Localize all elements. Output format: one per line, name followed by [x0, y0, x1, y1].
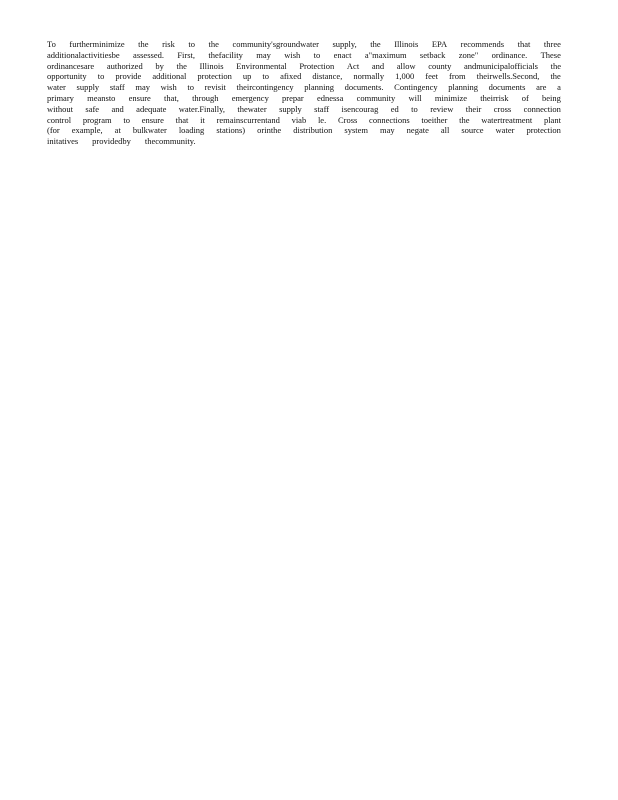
text-line: [47, 93, 561, 104]
text-line: [47, 136, 561, 147]
word: the: [550, 71, 561, 82]
word: Illinois: [394, 39, 419, 49]
word: water: [47, 82, 66, 93]
word: bulkwater: [132, 125, 167, 136]
word: These: [540, 49, 561, 60]
word: connections: [369, 114, 410, 125]
word: the: [370, 39, 381, 49]
word: emergency: [231, 92, 269, 103]
word: thefacility: [208, 49, 243, 60]
word: Illinois: [199, 60, 224, 71]
word: the: [138, 39, 149, 49]
word: source: [461, 125, 484, 136]
word: documents.: [344, 82, 384, 93]
word: staff: [314, 103, 330, 114]
word: through: [192, 92, 219, 103]
word: are: [536, 82, 547, 93]
word: county: [428, 60, 452, 71]
word: initatives: [47, 136, 79, 147]
word: supply: [76, 82, 100, 93]
word: andmunicipalofficials: [464, 60, 538, 71]
word: thecommunity.: [144, 136, 196, 147]
word: distance,: [312, 71, 343, 82]
word: by: [155, 60, 164, 71]
word: setback: [419, 49, 446, 60]
word: at: [114, 125, 121, 136]
word: negate: [406, 125, 429, 136]
word: furtherminimize: [69, 39, 125, 49]
text-line: [47, 71, 561, 82]
word: additionalactivitiesbe: [47, 49, 120, 60]
word: wish: [284, 49, 301, 60]
word: water: [495, 125, 515, 136]
word: the: [550, 60, 561, 71]
word: enact: [333, 49, 352, 60]
word: Protection: [299, 60, 335, 71]
word: risk: [162, 39, 175, 49]
word: planning: [304, 82, 334, 93]
word: ordinance.: [491, 49, 528, 60]
word: le.: [317, 114, 327, 125]
word: (for: [47, 125, 60, 136]
word: may: [380, 125, 395, 136]
word: to: [411, 103, 418, 114]
word: Contingency: [394, 82, 438, 93]
word: To: [47, 39, 56, 49]
word: cross: [493, 103, 512, 114]
word: Cross: [337, 114, 358, 125]
text-line: [47, 82, 561, 93]
word: ed: [390, 103, 399, 114]
word: providedby: [92, 136, 131, 147]
word: may: [256, 49, 271, 60]
word: meansto: [87, 92, 116, 103]
word: orinthe: [257, 125, 282, 136]
word: Environmental: [236, 60, 287, 71]
word: opportunity: [47, 71, 87, 82]
word: allow: [396, 60, 416, 71]
word: to: [123, 114, 130, 125]
word: the: [176, 60, 187, 71]
word: EPA: [431, 39, 448, 49]
text-line: [47, 115, 561, 126]
word: First,: [177, 49, 196, 60]
word: recommends: [460, 39, 505, 49]
word: a"maximum: [364, 49, 407, 60]
word: isencourag: [341, 103, 379, 114]
text-line: [47, 104, 561, 115]
word: afixed: [280, 71, 302, 82]
word: ordinancesare: [47, 60, 95, 71]
word: minimize: [434, 92, 468, 103]
word: that: [517, 39, 531, 49]
word: Act: [346, 60, 360, 71]
word: additional: [152, 71, 187, 82]
word: viab: [291, 114, 307, 125]
word: connection: [523, 103, 561, 114]
body-paragraph: [47, 39, 561, 147]
word: to: [313, 49, 321, 60]
word: three: [543, 39, 561, 49]
word: provide: [115, 71, 142, 82]
word: review: [430, 103, 454, 114]
word: water.Finally,: [178, 103, 225, 114]
word: supply,: [332, 39, 357, 49]
word: program: [82, 114, 112, 125]
word: their: [465, 103, 482, 114]
word: normally: [353, 71, 385, 82]
word: assessed.: [133, 49, 164, 60]
word: without: [47, 103, 73, 114]
word: theirrisk: [480, 92, 509, 103]
word: protection: [526, 125, 561, 136]
word: watertreatment: [481, 114, 533, 125]
word: zone": [458, 49, 479, 60]
word: may: [135, 82, 151, 93]
word: ensure: [128, 92, 151, 103]
word: of: [521, 92, 529, 103]
word: loading: [178, 125, 205, 136]
word: supply: [279, 103, 302, 114]
text-line: [47, 61, 561, 72]
word: all: [440, 125, 450, 136]
word: documents: [488, 82, 526, 93]
word: to: [97, 71, 105, 82]
word: will: [408, 92, 422, 103]
word: theircontingency: [236, 82, 294, 93]
word: planning: [448, 82, 478, 93]
word: control: [47, 114, 72, 125]
word: thewater: [237, 103, 267, 114]
word: distribution: [293, 125, 333, 136]
word: to: [262, 71, 270, 82]
word: 1,000: [395, 71, 415, 82]
word: feet: [425, 71, 439, 82]
word: that,: [164, 92, 179, 103]
word: plant: [543, 114, 561, 125]
word: to: [188, 39, 195, 49]
word: the: [459, 114, 470, 125]
word: authorized: [106, 60, 143, 71]
word: toeither: [421, 114, 448, 125]
word: the: [208, 39, 219, 49]
word: wish: [160, 82, 177, 93]
word: ednessa: [316, 92, 344, 103]
word: protection: [197, 71, 232, 82]
word: community: [356, 92, 396, 103]
word: it: [200, 114, 205, 125]
word: safe: [85, 103, 100, 114]
word: from: [449, 71, 466, 82]
text-line: [47, 125, 561, 136]
word: stations): [216, 125, 246, 136]
word: prepar: [282, 92, 304, 103]
word: and: [111, 103, 124, 114]
word: being: [542, 92, 561, 103]
text-line: [47, 50, 561, 61]
word: that: [175, 114, 189, 125]
word: adequate: [136, 103, 167, 114]
word: a: [557, 82, 561, 93]
word: example,: [71, 125, 103, 136]
word: theirwells.Second,: [476, 71, 540, 82]
word: up: [242, 71, 252, 82]
word: and: [371, 60, 385, 71]
word: ensure: [141, 114, 164, 125]
word: system: [344, 125, 369, 136]
word: community'sgroundwater: [232, 39, 319, 49]
word: primary: [47, 92, 74, 103]
word: revisit: [204, 82, 226, 93]
word: to: [187, 82, 194, 93]
text-line: [47, 39, 561, 50]
word: remainscurrentand: [216, 114, 280, 125]
word: staff: [109, 82, 125, 93]
